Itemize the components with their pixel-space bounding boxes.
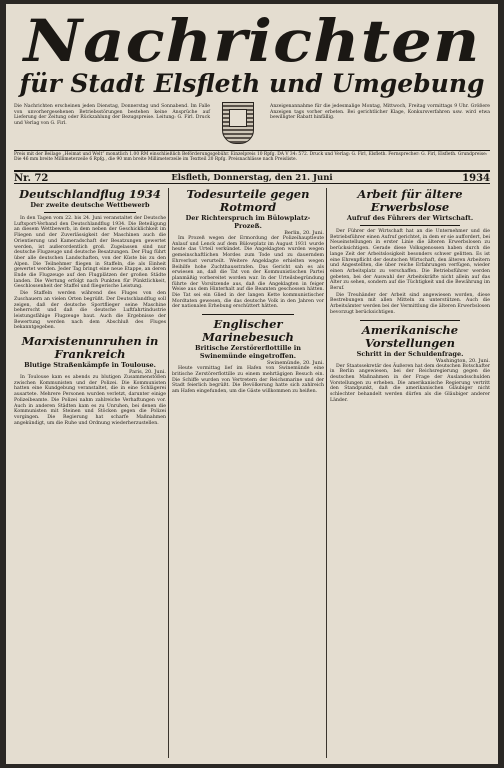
article-paragraph: Der Staatssekretär des Äußeren hat dem deutschen Botschafter in Berlin angewiesen, bei der Reichsregierung gegen die deutschen Maßnahmen in der Frage der Auslandsschulden Vorstellungen zu erheben. Die amerikanische Regierung vertritt den Standpunkt, daß die amerikanischen Gläubiger nicht schlechter behandelt werden dürfen als die Gläubiger anderer Länder. [330, 363, 490, 403]
article-headline: Amerikanische Vorstellungen [361, 322, 459, 350]
article-dateline: Berlin, 20. Juni. [284, 230, 324, 236]
article-paragraph: Im Prozeß wegen der Ermordung der Polizeihauptleute Anlauf und Lenck auf dem Bülowplatz im August 1931 wurde heute das Urteil verkündet. Die Angeklagten wurden wegen gemeinschaftlichen Mordes zum Tode und zu dauerndem Ehrverlust verurteilt. Weitere Angeklagte erhielten wegen Beihilfe hohe Zuchthausstrafen. Das Gericht sah es als erwiesen an, daß die Tat von der Kommunistischen Partei planmäßig vorbereitet worden war. In der Urteilsbegründung führte der Vorsitzende aus, daß die Angeklagten in feiger Weise aus dem Hinterhalt auf die Beamten geschossen hätten. Die Tat sei ein Glied in der langen Kette kommunistischer Mordtaten gewesen, die das deutsche Volk in den Jahren vor der nationalen Erhebung erschüttert hätten. [172, 236, 324, 310]
advertising-notice: Anzeigenannahme für die jedesmalige Montag, Mittwoch, Freitag vormittags 9 Uhr. Größere Anzeigen tags vorher erbeten. Bei gerichtlicher Klage, Konkursverfahren usw. wird etwa bewilligter Rabatt hinfällig. [270, 104, 490, 120]
publication-notice: Die Nachrichten erscheinen jeden Dienstag, Donnerstag und Sonnabend. Im Falle von unvorhergesehenen Betriebsstörungen bestehen keine Ansprüche auf Lieferung der Zeitung oder Rückzahlung der Bezugspreise. Leitung: G. Firl. Druck und Verlag von G. Firl. [14, 104, 210, 126]
masthead [14, 7, 490, 98]
article-paragraph: Der Führer der Wirtschaft hat an die Unternehmer und die Betriebsführer einen Aufruf gerichtet, in dem er sie auffordert, bei Neueinstellungen in erster Linie die älteren Erwerbslosen zu berücksichtigen. Gerade diese Volksgenossen haben durch die lange Zeit der Arbeitslosigkeit besonders schwer gelitten. Es ist eine Ehrenpflicht der deutschen Wirtschaft, den älteren Arbeitern und Angestellten, die über reiche Erfahrungen verfügen, wieder einen Arbeitsplatz zu verschaffen. Die Betriebsführer werden gebeten, bei der Auswahl der Arbeitskräfte nicht allein auf das Alter zu sehen, sondern auf die Tüchtigkeit und die Bewährung im Beruf. [330, 229, 490, 292]
publication-info [14, 104, 490, 148]
column-1 [14, 188, 166, 758]
article-headline: Todesurteile gegen Rotmord [186, 188, 310, 214]
article-headline: Englischer Marinebesuch [202, 317, 294, 345]
article-dateline: Washington, 20. Juni. [435, 357, 490, 364]
article-headline: Deutschlandflug 1934 [19, 188, 161, 201]
newspaper-title: Nachrichten [23, 7, 481, 76]
column-2 [172, 188, 324, 758]
price-strip: Preis mit der Beilage „Heimat und Welt“ monatlich 1.00 RM einschließlich Beförderungsgebühr. Einzelpreis 10 Rpfg. DA V 34: 572. Druck und Verlag: G. Firl, Elsfleth. Fernsprecher: G. Firl, Elsfleth. Grundpreise: Die 46 mm breite Millimeterzeile 6 Rpfg., die 90 mm breite Millimeterzeile im Textteil 20 Rpfg. Preisnachlässe nach Preisliste. [14, 150, 490, 162]
article-subhead: Britische Zerstörerflottille in Swinemünde eingetroffen. [195, 344, 301, 361]
article-headline: Arbeit für ältere Erwerbslose [357, 188, 463, 214]
column-divider [168, 188, 169, 758]
issue-year: 1934 [462, 173, 490, 184]
article-dateline: Swinemünde, 20. Juni. [266, 360, 324, 367]
article-paragraph: Heute vormittag lief im Hafen von Swinemünde eine britische Zerstörerflottille zu einem mehrtägigen Besuch ein. Die Schiffe wurden von Vertretern der Reichsmarine und der Stadt feierlich begrüßt. Die Bevölkerung hatte sich zahlreich am Hafen eingefunden, um die Gäste willkommen zu heißen. [172, 366, 324, 394]
article-paragraph: Die Treuhänder der Arbeit sind angewiesen worden, diese Bestrebungen mit allen Mitteln zu unterstützen. Auch die Arbeitsämter werden bei der Vermittlung die älteren Erwerbslosen bevorzugt berücksichtigen. [330, 292, 490, 315]
issue-number: Nr. 72 [14, 173, 49, 184]
article-paragraph: Die Staffeln werden während des Fluges von den Zuschauern an vielen Orten begrüßt. Der Deutschlandflug soll zeigen, daß der deutsche Sportflieger seine Maschine beherrscht und daß die deutsche Luftfahrtindustrie leistungsfähige Flugzeuge baut. Auch die Ergebnisse der Bewertung werden nach dem Abschluß des Fluges bekanntgegeben. [14, 291, 166, 331]
column-3 [330, 188, 490, 758]
issue-place-date: Elsfleth, Donnerstag, den 21. Juni [171, 173, 333, 183]
article-body [14, 216, 166, 331]
article-subhead: Der zweite deutsche Wettbewerb [30, 201, 150, 209]
column-divider [326, 188, 327, 758]
issue-dateline [14, 170, 490, 184]
town-crest-icon [222, 102, 254, 144]
article-headline: Marxistenunruhen in Frankreich [21, 334, 159, 362]
newspaper-subtitle: für Stadt Elsfleth und Umgebung [19, 69, 485, 98]
newspaper-page [6, 4, 498, 764]
article-dateline: Paris, 20. Juni. [128, 369, 166, 376]
article-subhead: Schritt in der Schuldenfrage. [356, 349, 464, 358]
article-subhead: Der Richterspruch im Bülowplatz-Prozeß. [185, 214, 311, 230]
article-subhead: Blutige Straßenkämpfe in Toulouse. [24, 361, 156, 370]
article-paragraph: In Toulouse kam es abends zu blutigen Zusammenstößen zwischen Kommunisten und der Polizei. Die Kommunisten hatten eine Kundgebung veranstaltet, die in eine Schlägerei ausartete. Mehrere Personen wurden verletzt, darunter einige Polizeibeamte. Die Polizei nahm zahlreiche Verhaftungen vor. Auch in anderen Städten kam es zu Unruhen, bei denen die Kommunisten mit Steinen und Stöcken gegen die Polizei vorgingen. Die Regierung hat scharfe Maßnahmen angekündigt, um die Ruhe und Ordnung wiederherzustellen. [14, 375, 166, 426]
article-paragraph: In den Tagen vom 22. bis 24. Juni veranstaltet der Deutsche Luftsport-Verband den Deutschlandflug 1934. Die Beteiligung an diesem Wettbewerb, in dem neben der Geschicklichkeit im Fliegen und der Zuverlässigkeit der Maschinen auch die Orientierung und Kameradschaft der Besatzungen gewertet werden, ist außerordentlich groß. Zugelassen sind nur deutsche Flugzeuge und deutsche Besatzungen. Der Flug führt über alle deutschen Landschaften, von der Küste bis zu den Alpen. Die Teilnehmer fliegen in Staffeln, die als Einheit gewertet werden. Jeder Tag bringt eine neue Etappe, an deren Ende die Flugzeuge auf den Flugplätzen der großen Städte landen. Die Wertung erfolgt nach Punkten für Pünktlichkeit, Geschlossenheit der Staffel und fliegerische Leistung. [14, 216, 166, 290]
article-subhead: Aufruf des Führers der Wirtschaft. [346, 214, 474, 222]
